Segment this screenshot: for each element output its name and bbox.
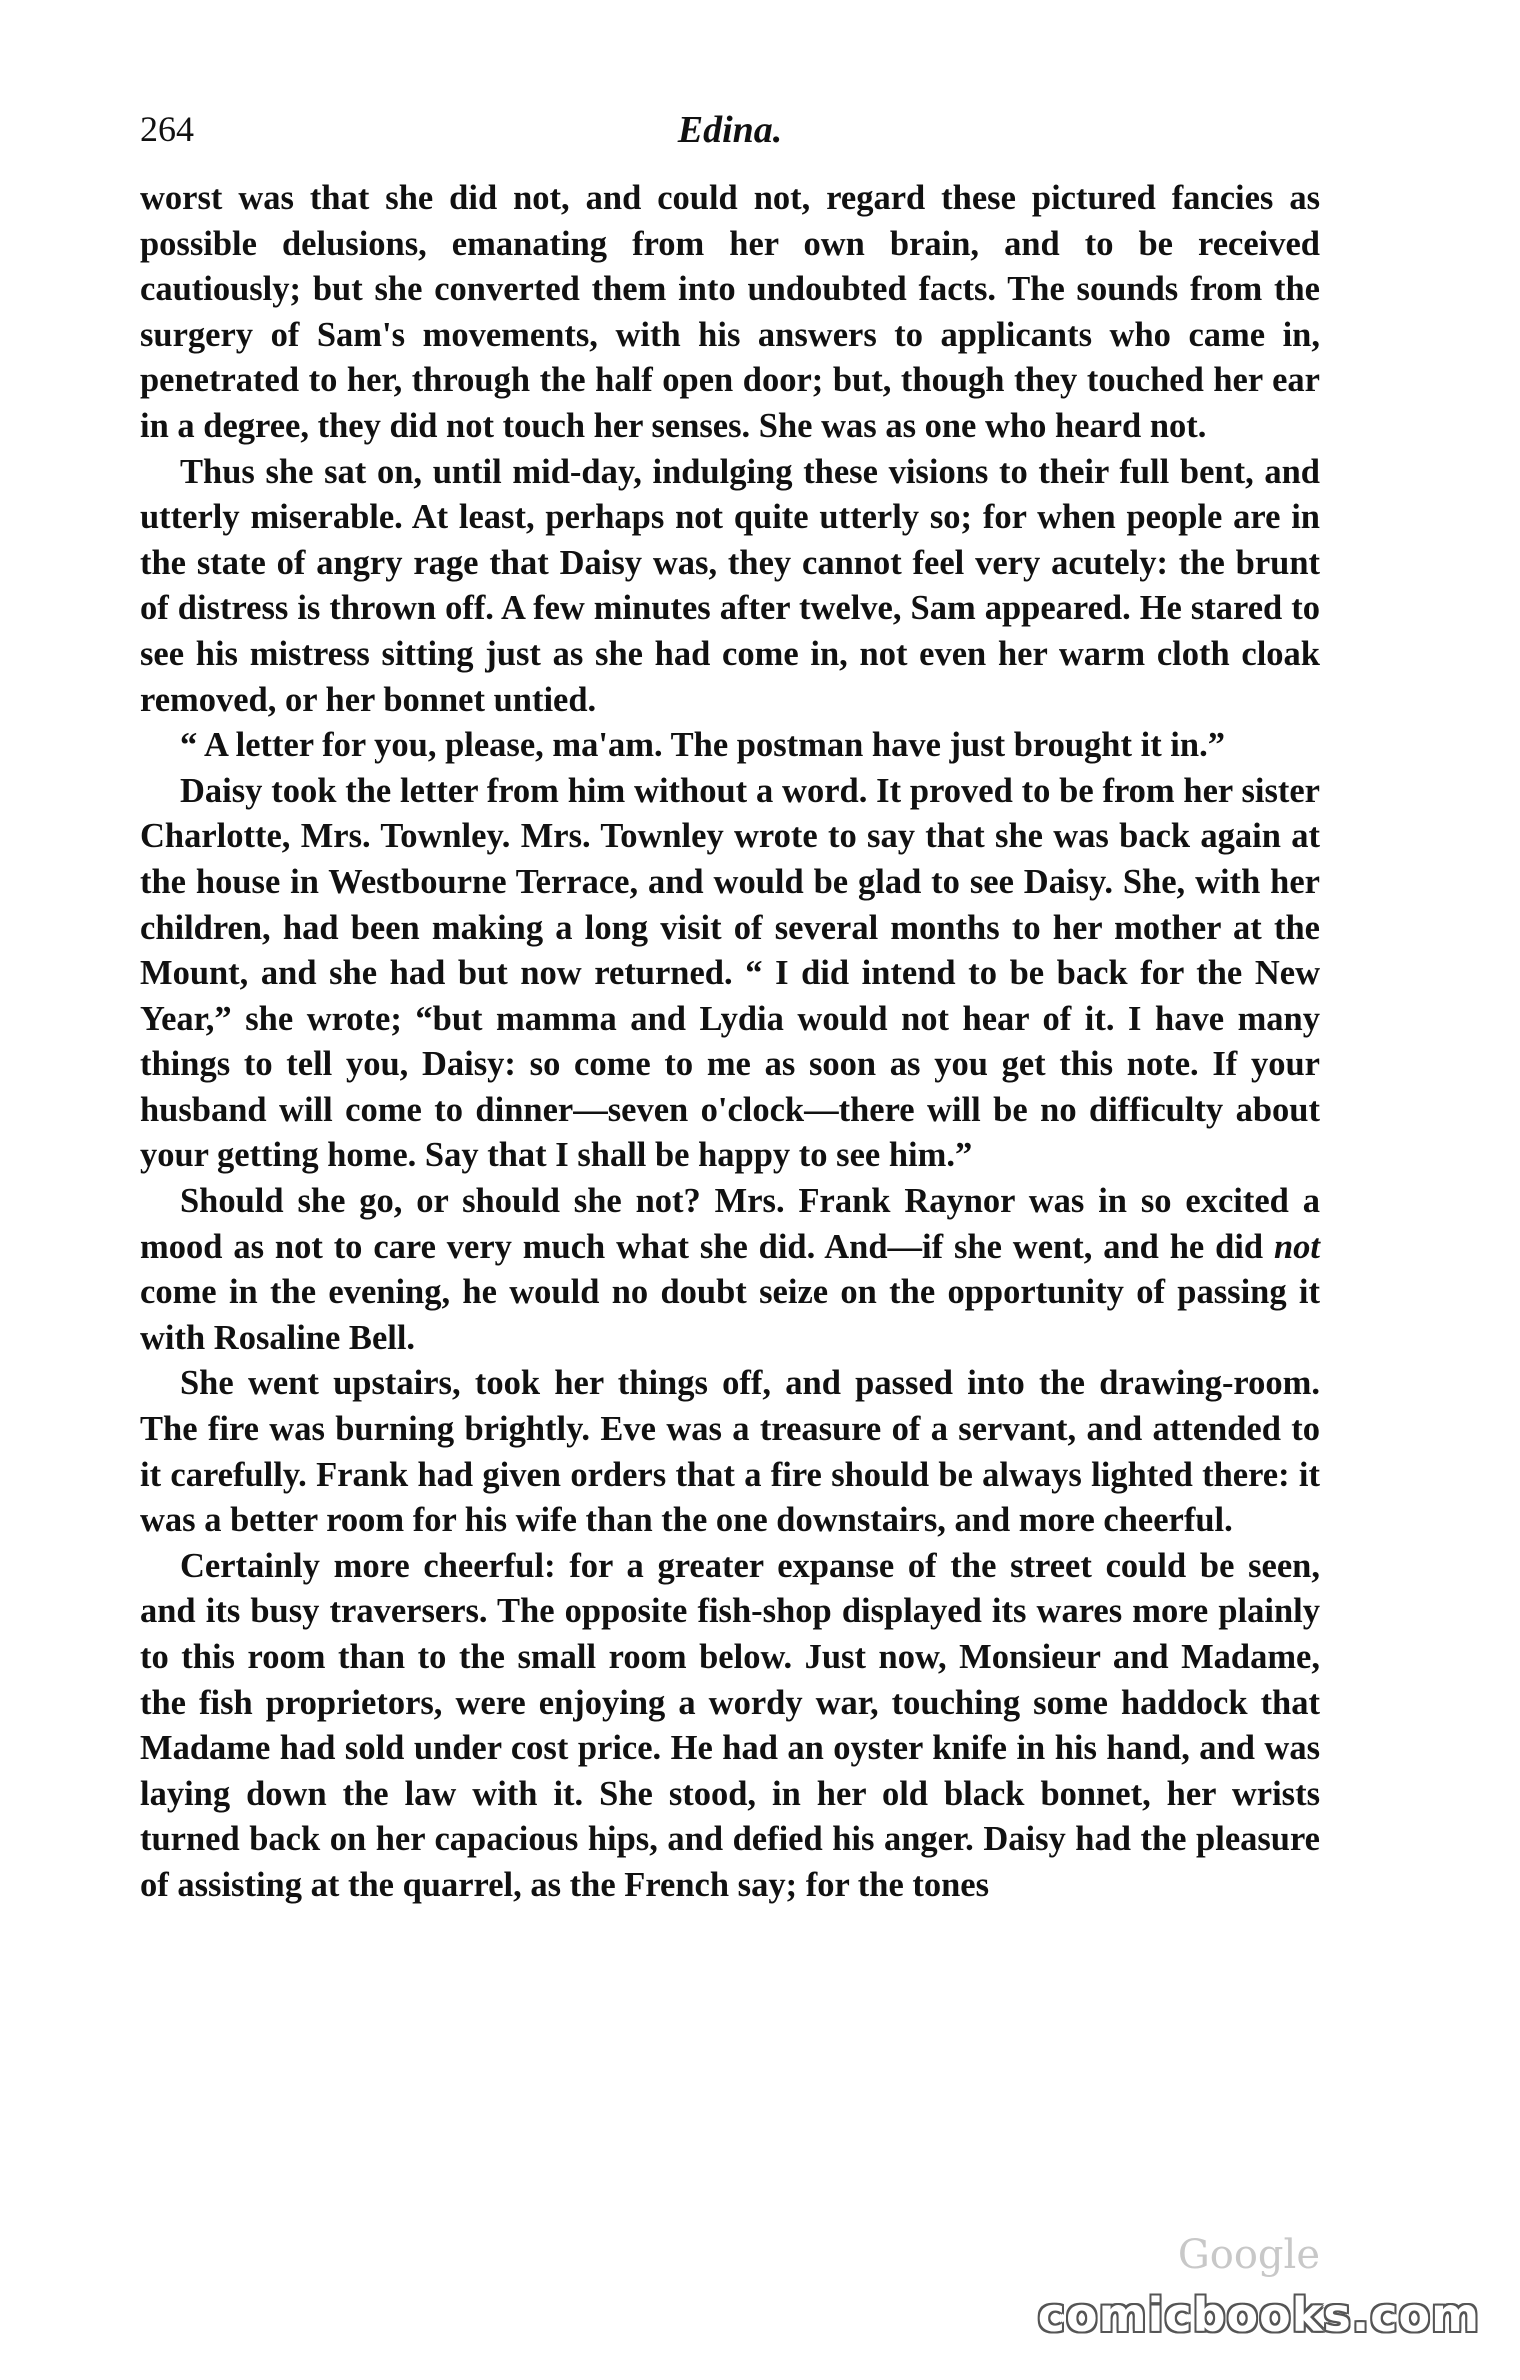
paragraph-text: Should she go, or should she not? Mrs. Frank Raynor was in so excited a mood as not to care very much what she did. And—if she went, and he did	[140, 1182, 1320, 1266]
body-text	[140, 176, 1320, 1909]
page-header	[140, 108, 1320, 168]
site-watermark: comicbooks.com	[1037, 2288, 1480, 2342]
paragraph: Daisy took the letter from him without a word. It proved to be from her sister Charlotte, Mrs. Townley. Mrs. Townley wrote to say that she was back again at the house in Westbourne Terrace, and would be glad to see Daisy. She, with her children, had been making a long visit of several months to her mother at the Mount, and she had but now returned. “ I did intend to be back for the New Year,” she wrote; “but mamma and Lydia would not hear of it. I have many things to tell you, Daisy: so come to me as soon as you get this note. If your husband will come to dinner—seven o'clock—there will be no difficulty about your getting home. Say that I shall be happy to see him.”	[140, 771, 1320, 1175]
page-number: 264	[140, 109, 194, 149]
paragraph: Certainly more cheerful: for a greater expanse of the street could be seen, and its busy traversers. The opposite fish-shop displayed its wares more plainly to this room than to the small room below. Just now, Monsieur and Madame, the fish proprietors, were enjoying a wordy war, touching some haddock that Madame had sold under cost price. He had an oyster knife in his hand, and was laying down the law with it. She stood, in her old black bonnet, her wrists turned back on her capacious hips, and defied his anger. Daisy had the pleasure of assisting at the quarrel, as the French say; for the tones	[140, 1546, 1320, 1904]
paragraph: “ A letter for you, please, ma'am. The postman have just brought it in.”	[180, 726, 1225, 765]
emphasized-word: not	[1273, 1227, 1320, 1266]
paragraph: worst was that she did not, and could not, regard these pictured fancies as possible delusions, emanating from her own brain, and to be received cautiously; but she converted them into undoubted facts. The sounds from the surgery of Sam's movements, with his answers to applicants who came in, penetrated to her, through the half open door; but, though they touched her ear in a degree, they did not touch her senses. She was as one who heard not.	[140, 179, 1320, 445]
running-title: Edina.	[677, 109, 783, 151]
paragraph	[140, 1179, 1320, 1361]
google-watermark: Google	[1177, 2232, 1320, 2278]
paragraph-text: come in the evening, he would no doubt seize on the opportunity of passing it with Rosaline Bell.	[140, 1273, 1320, 1357]
paragraph: Thus she sat on, until mid-day, indulging these visions to their full bent, and utterly miserable. At least, perhaps not quite utterly so; for when people are in the state of angry rage that Daisy was, they cannot feel very acutely: the brunt of distress is thrown off. A few minutes after twelve, Sam appeared. He stared to see his mistress sitting just as she had come in, not even her warm cloth cloak removed, or her bonnet untied.	[140, 452, 1320, 719]
paragraph: She went upstairs, took her things off, and passed into the drawing-room. The fire was burning brightly. Eve was a treasure of a servant, and attended to it carefully. Frank had given orders that a fire should be always lighted there: it was a better room for his wife than the one downstairs, and more cheerful.	[140, 1364, 1320, 1540]
